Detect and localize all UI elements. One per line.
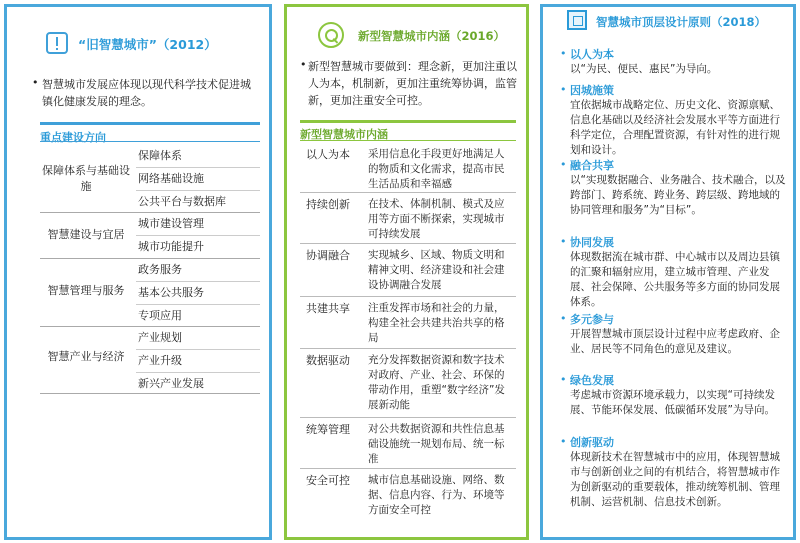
row-key: 安全可控 (306, 474, 350, 487)
divider (40, 393, 260, 394)
bullet: • (560, 235, 567, 248)
principle-text: 开展智慧城市顶层设计过程中应考虑政府、企业、居民等不同角色的意见及建议。 (570, 328, 780, 355)
group-item: 公共平台与数据库 (138, 195, 226, 208)
group-label: 智慧建设与宜居 (47, 228, 125, 241)
principle-text: 体现新技术在智慧城市中的应用，体现智慧城市与创新创业之间的有机结合，将智慧城市作为创新驱动的重要载体，推动统筹机制、管理机制、运营机制、信息技术创新。 (570, 451, 780, 508)
row-value: 实现城乡、区域、物质文明和精神文明、经济建设和社会建设协调融合发展 (368, 249, 505, 291)
row-key: 共建共享 (306, 302, 350, 315)
principle-name: 创新驱动 (570, 436, 614, 449)
bullet: • (560, 83, 567, 96)
row-key: 协调融合 (306, 249, 350, 262)
exclamation-icon (46, 32, 68, 54)
principle-name: 多元参与 (570, 313, 614, 326)
principle-text: 体现数据流在城市群、中心城市以及周边县镇的汇聚和辐射应用，建立城市管理、产业发展、社会保障、公共服务等多方面的协同发展体系。 (570, 251, 780, 308)
search-icon (318, 22, 344, 48)
row-key: 统筹管理 (306, 423, 350, 436)
group-item: 保障体系 (136, 145, 260, 168)
divider (300, 348, 516, 349)
group-item: 新兴产业发展 (138, 377, 204, 390)
principle-name: 因城施策 (570, 84, 614, 97)
divider (300, 296, 516, 297)
panel1-title: “旧智慧城市”（2012） (78, 37, 217, 52)
bullet: • (560, 435, 567, 448)
bullet: • (560, 373, 567, 386)
divider (300, 417, 516, 418)
divider (40, 141, 260, 142)
principle-name: 绿色发展 (570, 374, 614, 387)
bullet: • (560, 47, 567, 60)
group-item: 产业规划 (136, 327, 260, 350)
group-item: 城市建设管理 (136, 213, 260, 236)
panel2-title: 新型智慧城市内涵（2016） (358, 29, 506, 43)
group-item: 专项应用 (138, 309, 182, 322)
group-item: 城市功能提升 (138, 240, 204, 253)
principle-text: 考虑城市资源环境承载力，以实现“可持续发展、节能环保发展、低碳循环发展”为导向。 (570, 389, 775, 416)
panel1-intro: 智慧城市发展应体现以现代科学技术促进城镇化健康发展的理念。 (42, 78, 251, 108)
bullet: • (300, 58, 307, 71)
principle-name: 融合共享 (570, 159, 614, 172)
group-item: 政务服务 (136, 259, 260, 282)
row-key: 持续创新 (306, 198, 350, 211)
row-value: 在技术、体制机制、模式及应用等方面不断探索，实现城市可持续发展 (368, 198, 505, 240)
principle-text: 宜依据城市战略定位、历史文化、资源禀赋、信息化基础以及经济社会发展水平等方面进行科学定位，合理配置资源，有针对性的进行规划和设计。 (570, 99, 780, 156)
panel2-intro: 新型智慧城市要做到：理念新，更加注重以人为本，机制新，更加注重统筹协调，监管新，更加注重安全可控。 (308, 60, 517, 107)
principle-name: 协同发展 (570, 236, 614, 249)
principle-text: 以“实现数据融合、业务融合、技术融合，以及跨部门、跨系统、跨业务、跨层级、跨地域的协同管理和服务”为“目标”。 (570, 174, 786, 216)
bullet: • (560, 312, 567, 325)
row-value: 充分发挥数据资源和数字技术对政府、产业、社会、环保的带动作用，重塑“数字经济”发展新动能 (368, 354, 505, 411)
bullet: • (560, 158, 567, 171)
row-value: 对公共数据资源和共性信息基础设施统一规划布局、统一标准 (368, 423, 505, 465)
group-item: 网络基础设施 (136, 168, 260, 191)
panel3-title: 智慧城市顶层设计原则（2018） (596, 15, 767, 29)
row-value: 城市信息基础设施、网络、数据、信息内容、行为、环境等方面安全可控 (368, 474, 505, 516)
group-item: 产业升级 (136, 350, 260, 373)
panel2-heading: 新型智慧城市内涵 (300, 120, 516, 142)
group-label: 保障体系与基础设施 (42, 164, 130, 193)
divider (300, 192, 516, 193)
divider (300, 468, 516, 469)
principle-name: 以人为本 (570, 48, 614, 61)
row-value: 采用信息化手段更好地满足人的物质和文化需求，提高市民生活品质和幸福感 (368, 148, 505, 190)
row-key: 数据驱动 (306, 354, 350, 367)
divider (300, 243, 516, 244)
group-label: 智慧产业与经济 (47, 350, 125, 363)
principle-text: 以“为民、便民、惠民”为导向。 (570, 63, 718, 75)
bullet: • (32, 76, 39, 89)
group-label: 智慧管理与服务 (47, 284, 125, 297)
group-item: 基本公共服务 (136, 282, 260, 305)
panel1-heading: 重点建设方向 (40, 122, 260, 145)
row-key: 以人为本 (306, 148, 350, 161)
chip-icon (567, 10, 587, 30)
row-value: 注重发挥市场和社会的力量，构建全社会共建共治共享的格局 (368, 302, 505, 344)
divider (300, 140, 516, 141)
